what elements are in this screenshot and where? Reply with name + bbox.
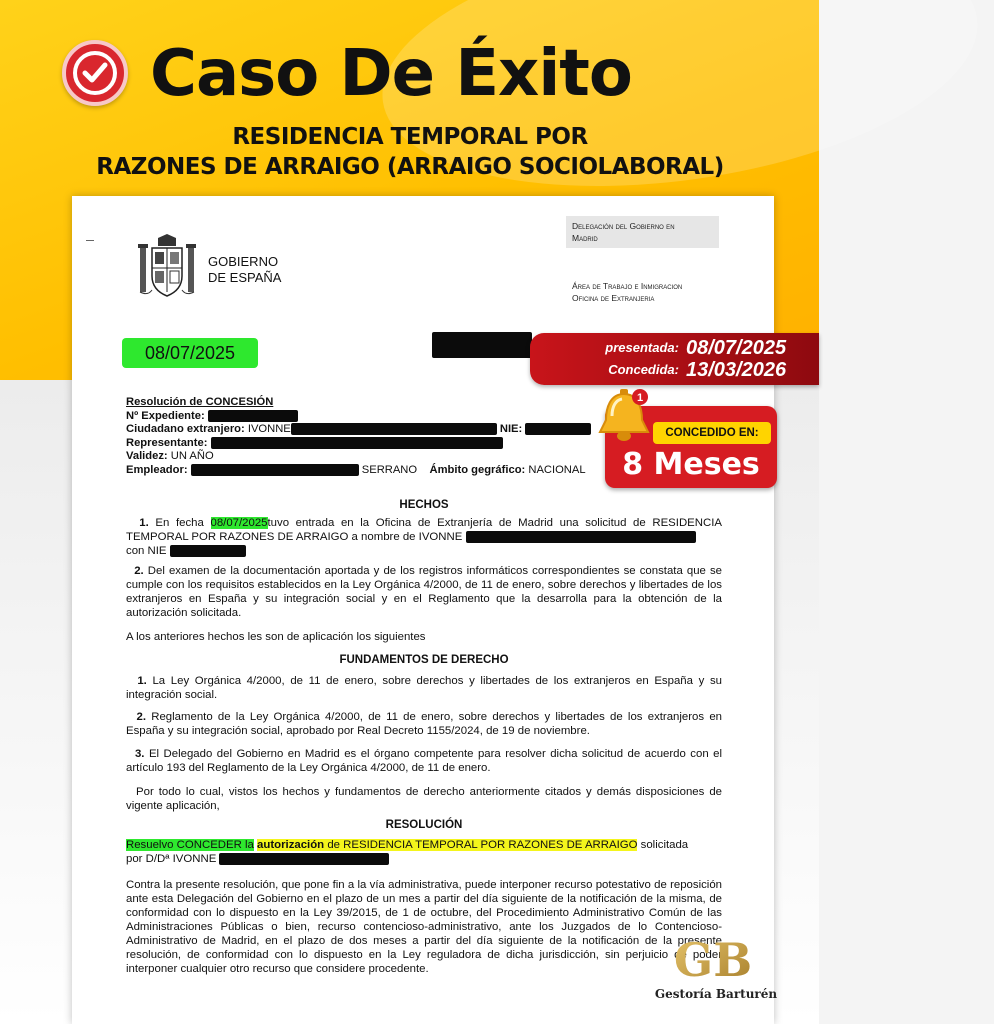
hechos-1-pre: En fecha <box>155 517 204 529</box>
page-title: Caso De Éxito <box>150 37 632 111</box>
validez-value: UN AÑO <box>170 450 214 463</box>
resuelvo <box>126 838 722 866</box>
expediente-label: Nº Expediente: <box>126 409 205 422</box>
gobierno-line-1: GOBIERNO <box>208 254 279 269</box>
area-box <box>572 280 682 304</box>
redaction <box>432 332 532 358</box>
fund-1-num: 1. <box>137 675 147 687</box>
dates-banner <box>530 333 819 385</box>
resuelvo-residencia: RESIDENCIA TEMPORAL POR RAZONES DE ARRAIGO <box>343 839 638 851</box>
hechos-1 <box>126 516 722 558</box>
area-line-1: Área de Trabajo e Inmigracion <box>572 281 683 291</box>
coat-of-arms-icon <box>138 234 196 300</box>
hechos-1-text: tuvo entrada en la Oficina de Extranjería de Madrid una solicitud de RESIDENCIA TEMPORAL POR RAZONES DE ARRAIGO a nombre de IVONNE <box>126 517 722 543</box>
resuelvo-green: Resuelvo CONCEDER la <box>126 839 254 851</box>
redaction <box>208 410 298 422</box>
resuelvo-de: de <box>327 839 340 851</box>
logo-monogram: GB <box>673 933 753 987</box>
empleador-label: Empleador: <box>126 463 188 476</box>
resuelvo-autorizacion: autorización <box>257 839 325 851</box>
fund-1-text: La Ley Orgánica 4/2000, de 11 de enero, sobre derechos y libertades de los extranjeros en España y su integración social. <box>126 675 722 701</box>
concedido-label: CONCEDIDO EN: <box>653 422 771 444</box>
resuelvo-por: por D/Dª IVONNE <box>126 853 217 865</box>
divider <box>86 240 94 241</box>
gobierno-line-2: DE ESPAÑA <box>208 270 282 285</box>
resolution-title: Resolución de CONCESIÓN <box>126 396 274 408</box>
redaction <box>191 464 359 476</box>
redaction <box>525 423 591 435</box>
bell-count: 1 <box>636 392 644 404</box>
ambito-label: Ámbito gegráfico: <box>429 463 526 476</box>
concedido-value: 8 Meses <box>622 447 760 482</box>
ambito-value: NACIONAL <box>528 463 586 476</box>
fundamento-2 <box>126 710 722 738</box>
hechos-1-date: 08/07/2025 <box>210 517 268 529</box>
date-highlight: 08/07/2025 <box>122 338 258 368</box>
concedida-label: Concedida: <box>608 362 679 377</box>
fundamento-3 <box>126 747 722 775</box>
subtitle-line-2: RAZONES DE ARRAIGO (ARRAIGO SOCIOLABORAL) <box>96 154 724 180</box>
por-todo <box>126 785 722 813</box>
hechos-2 <box>126 564 722 620</box>
redaction <box>170 545 246 557</box>
concedida-value: 13/03/2026 <box>686 359 787 381</box>
redaction <box>219 853 389 865</box>
delegacion-line-2: Madrid <box>572 233 598 243</box>
representante-label: Representante: <box>126 436 208 449</box>
empleador-value: SERRANO <box>361 463 418 476</box>
logo-caption: Gestoría Barturén <box>654 987 778 1001</box>
redaction <box>211 437 503 449</box>
ciudadano-label: Ciudadano extranjero: <box>126 423 245 436</box>
contra-paragraph <box>126 878 722 976</box>
resuelvo-solicitada: solicitada <box>640 839 689 851</box>
resolution-document <box>72 196 774 1024</box>
check-circle-icon <box>62 40 128 106</box>
hechos-1-num: 1. <box>139 517 149 529</box>
resolucion-title: RESOLUCIÓN <box>385 819 463 831</box>
fund-3-text: El Delegado del Gobierno en Madrid es el órgano competente para resolver dicha solicitud de acuerdo con el artículo 193 del Reglamento de la Ley Orgánica 4/2000, de 11 de enero. <box>126 748 723 774</box>
hechos-2-text: Del examen de la documentación aportada y de los registros informáticos correspondientes se constata que se cumple con los requisitos establecidos en la Ley Orgánica 4/2000, de 11 de enero, sobre derechos y libertades de los extranjeros en España y su integración social y en el Reglamento que la desarrolla para la obtención de la autorización solicitada. <box>126 565 722 619</box>
fund-2-text: Reglamento de la Ley Orgánica 4/2000, de 11 de enero, sobre derechos y libertades de los extranjeros en España y su integración social, aprobado por Real Decreto 1155/2024, de 19 de noviembre. <box>126 711 722 737</box>
fund-2-num: 2. <box>136 711 146 723</box>
hechos-aplicacion: A los anteriores hechos les son de aplicación los siguientes <box>126 631 426 643</box>
page-subtitle <box>60 122 760 182</box>
nie-label: NIE: <box>499 423 523 436</box>
subtitle-line-1: RESIDENCIA TEMPORAL POR <box>232 124 588 150</box>
gobierno-label <box>208 254 281 286</box>
fundamento-1 <box>126 674 722 702</box>
fund-3-num: 3. <box>134 748 145 760</box>
hechos-title: HECHOS <box>399 499 449 511</box>
contra-text: Contra la presente resolución, que pone fin a la vía administrativa, puede interponer recurso potestativo de reposición ante esta Delegación del Gobierno en el plazo de un mes a partir del día siguiente de la notificación de la misma, de conformidad con lo dispuesto en la Ley 39/2015, de 1 de octubre, del Procedimiento Administrativo Común de las Administraciones Públicas o bien, recurso contencioso-administrativo, ante los Juzgados de lo Contencioso-Administrativo de Madrid, en el plazo de dos meses a partir del día siguiente de la notificación de la presente resolución, de conformidad con lo dispuesto en la Ley reguladora de dicha jurisdicción, sin perjuicio de poder interponer cualquier otro recurso que considere procedente. <box>126 879 722 975</box>
bell-icon <box>594 386 654 448</box>
redaction <box>466 531 696 543</box>
delegacion-line-1: Delegación del Gobierno en <box>572 221 675 231</box>
fundamentos-title: FUNDAMENTOS DE DERECHO <box>339 654 509 666</box>
por-todo-text: Por todo lo cual, vistos los hechos y fundamentos de derecho anteriormente citados y demás disposiciones de vigente aplicación, <box>126 786 722 812</box>
validez-label: Validez: <box>126 450 168 463</box>
gb-logo <box>673 930 753 987</box>
presentada-value: 08/07/2025 <box>686 337 787 359</box>
delegacion-box <box>566 216 719 248</box>
hechos-2-num: 2. <box>134 565 144 577</box>
ciudadano-name: IVONNE <box>247 423 291 436</box>
resolution-header <box>126 396 591 478</box>
redaction <box>291 423 497 435</box>
area-line-2: Oficina de Extranjeria <box>572 293 655 303</box>
hechos-1-nie: con NIE <box>126 545 167 557</box>
presentada-label: presentada: <box>605 340 679 355</box>
